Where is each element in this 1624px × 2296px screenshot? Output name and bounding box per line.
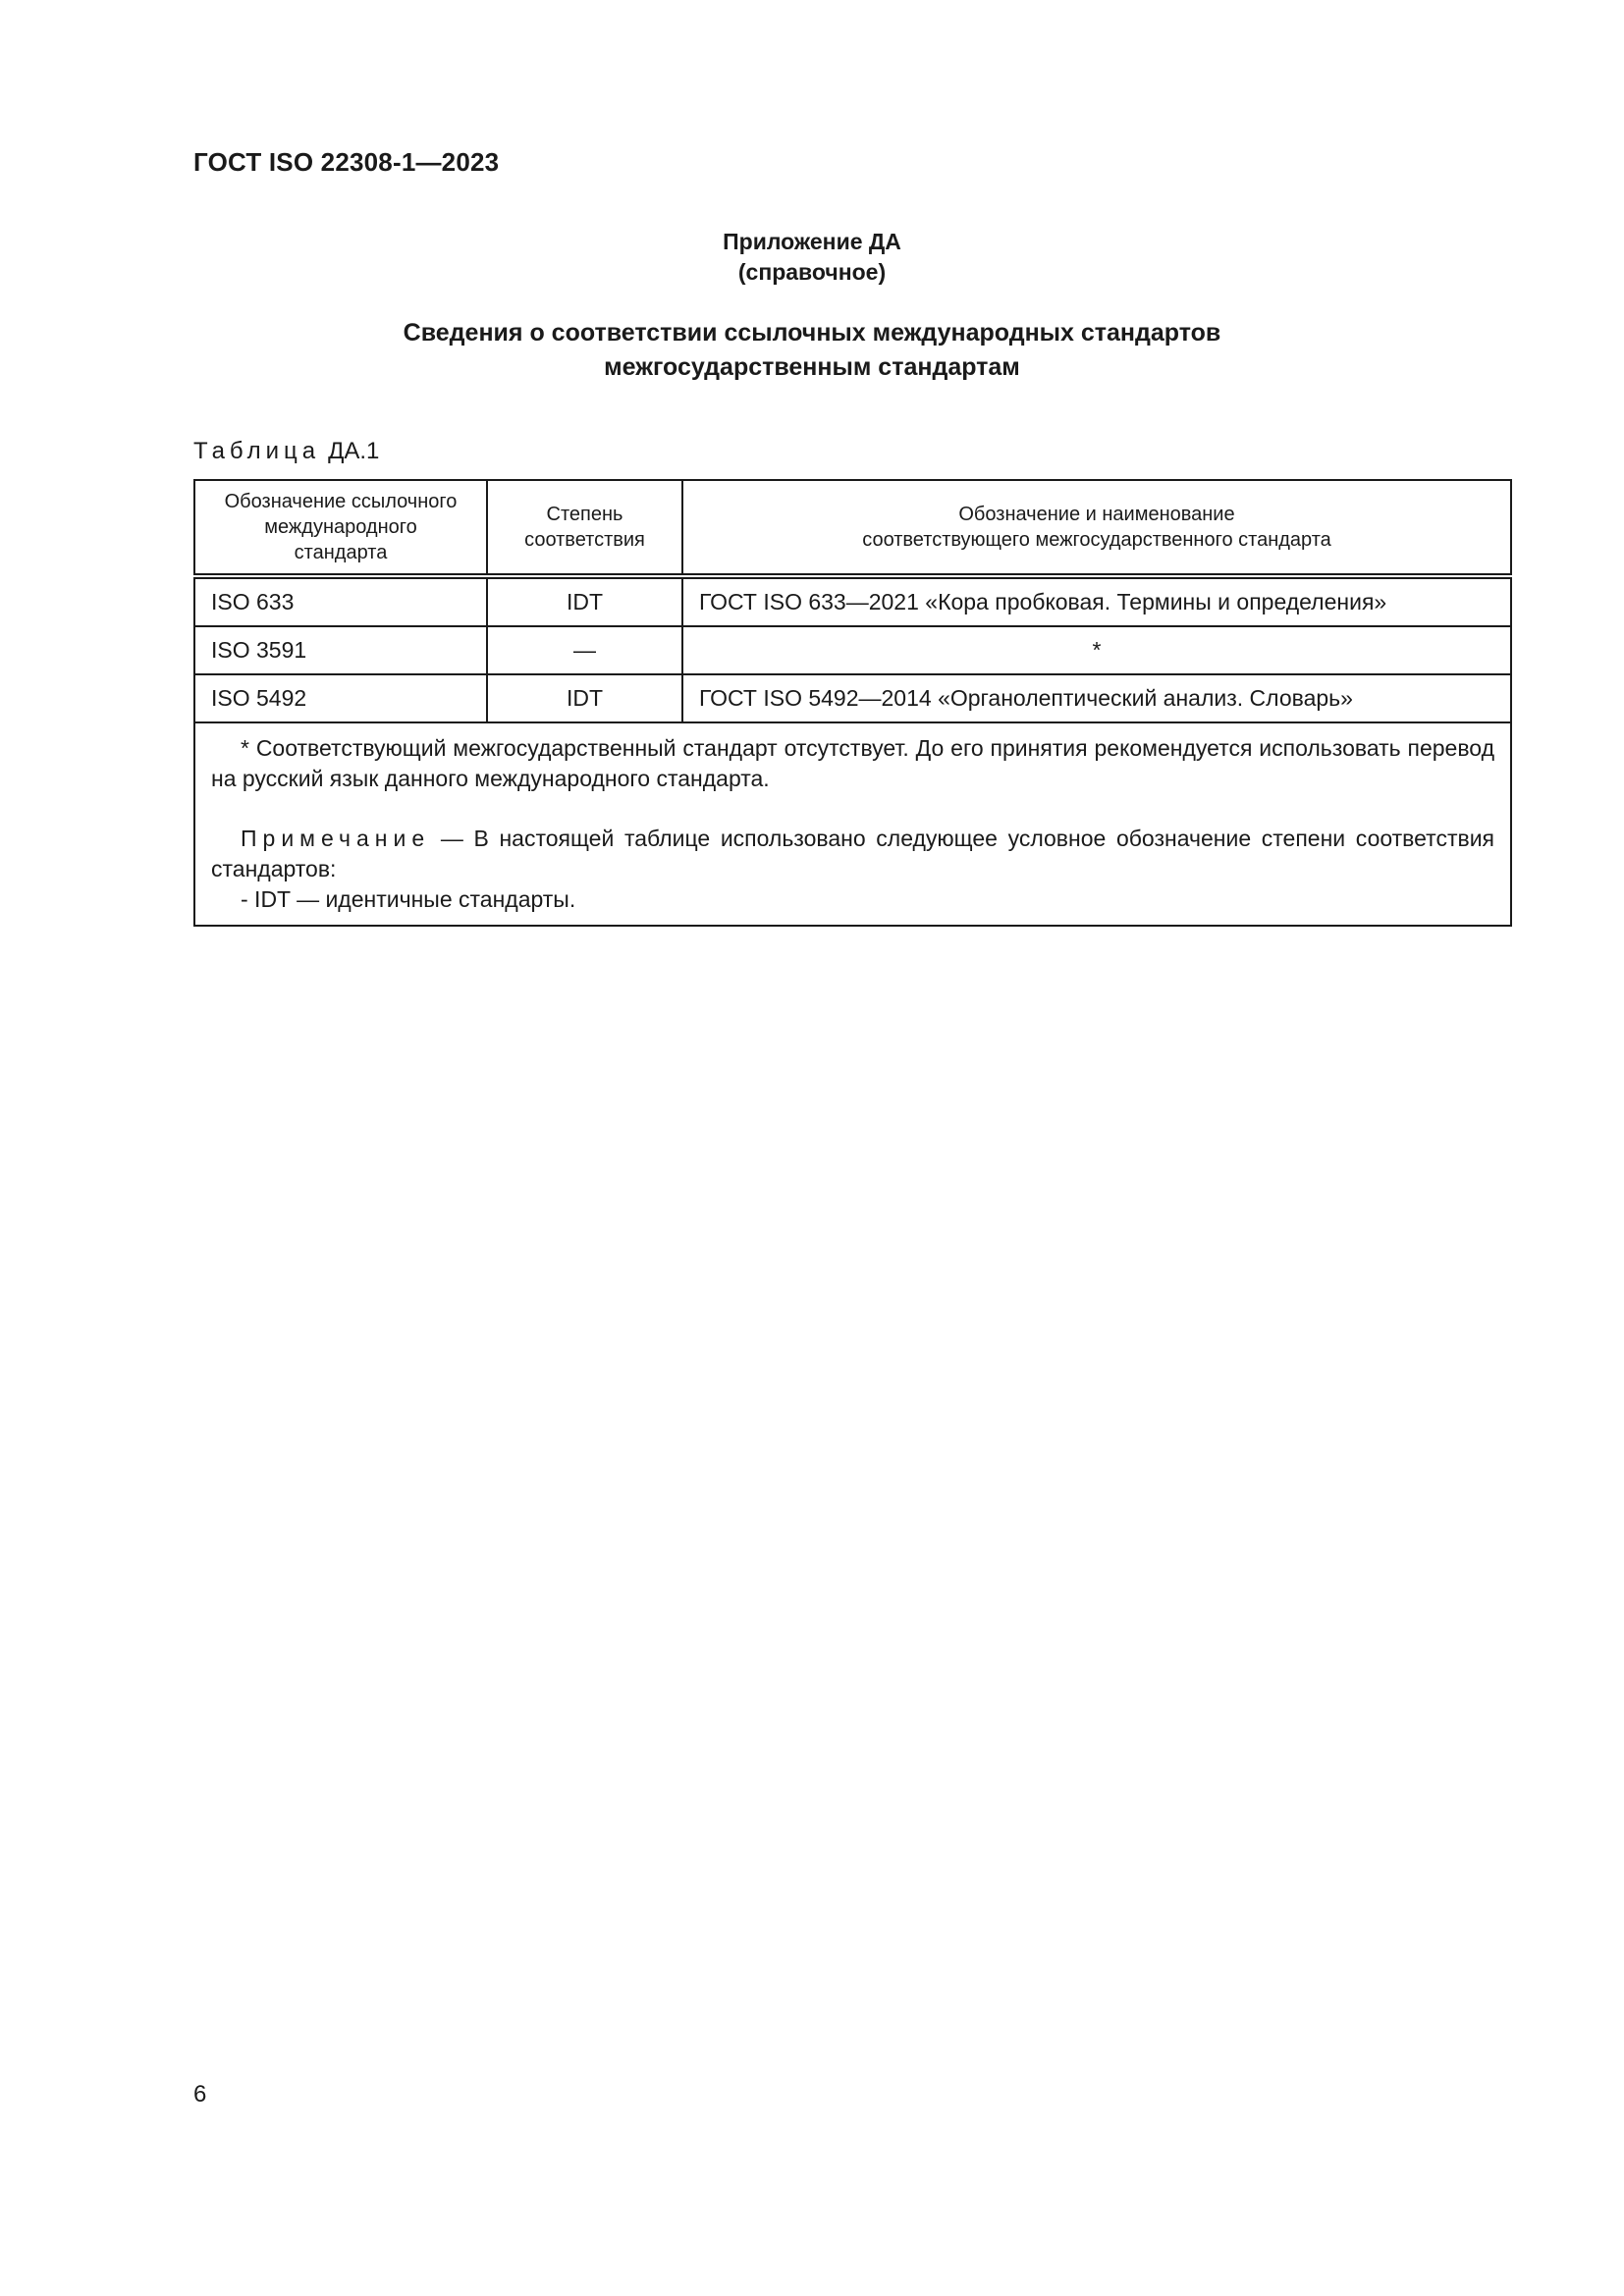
remark-label: Примечание (241, 826, 431, 851)
cell-national-standard: ГОСТ ISO 5492—2014 «Органолептический анализ. Словарь» (682, 674, 1511, 722)
table-row (194, 674, 1511, 722)
footnote-text: * Соответствующий межгосударственный стандарт отсутствует. До его принятия рекомендуется использовать перевод на русский язык данного международного стандарта. (211, 735, 1494, 791)
table-caption-number: ДА.1 (328, 438, 380, 464)
standards-table (193, 479, 1512, 927)
header-national-line1: Обозначение и наименование (958, 504, 1235, 525)
cell-degree: IDT (487, 576, 682, 626)
table-caption-word: Таблица (193, 438, 321, 464)
section-title-line1: Сведения о соответствии ссылочных международных стандартов (403, 319, 1221, 347)
header-ref-line2: международного (264, 516, 417, 538)
header-national-line2: соответствующего межгосударственного стандарта (862, 529, 1331, 551)
table-row (194, 626, 1511, 674)
annex-heading (0, 227, 1624, 288)
header-degree (487, 480, 682, 576)
remark (211, 824, 1494, 884)
table-notes (194, 722, 1511, 926)
cell-reference: ISO 633 (194, 576, 487, 626)
remark-text: — В настоящей таблице использовано следующее условное обозначение степени соответствия стандартов: (211, 826, 1494, 881)
cell-national-standard: * (682, 626, 1511, 674)
page-number: 6 (193, 2081, 207, 2108)
header-degree-line2: соответствия (524, 529, 645, 551)
header-national-standard (682, 480, 1511, 576)
section-title-line2: межгосударственным стандартам (604, 353, 1020, 381)
table-notes-row (194, 722, 1511, 926)
header-reference-standard (194, 480, 487, 576)
table-header-row (194, 480, 1511, 576)
table-caption (193, 438, 379, 465)
table-row (194, 576, 1511, 626)
section-title (0, 316, 1624, 385)
header-degree-line1: Степень (546, 504, 623, 525)
cell-reference: ISO 3591 (194, 626, 487, 674)
document-code: ГОСТ ISO 22308-1—2023 (193, 147, 500, 177)
cell-degree: IDT (487, 674, 682, 722)
cell-national-standard: ГОСТ ISO 633—2021 «Кора пробковая. Термины и определения» (682, 576, 1511, 626)
remark-list-item: - IDT — идентичные стандарты. (241, 886, 576, 912)
cell-reference: ISO 5492 (194, 674, 487, 722)
cell-degree: — (487, 626, 682, 674)
header-ref-line3: стандарта (294, 542, 388, 563)
annex-title: Приложение ДА (723, 229, 901, 254)
annex-type: (справочное) (737, 259, 887, 285)
header-ref-line1: Обозначение ссылочного (224, 491, 458, 512)
